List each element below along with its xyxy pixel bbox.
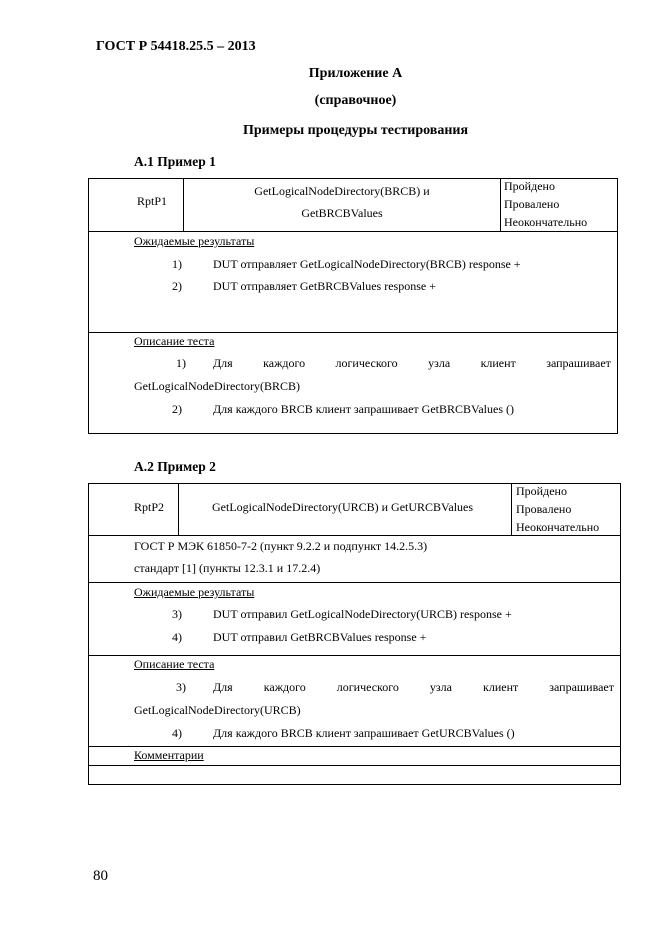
example2-description-label: Описание теста [134,657,215,671]
example2-id: RptP2 [134,500,165,514]
example1-row-divider-2 [88,332,618,333]
example2-reference-2: стандарт [1] (пункты 12.3.1 и 17.2.4) [134,561,321,575]
example1-status-failed: Провалено [504,197,560,211]
word: клиент [483,680,519,694]
standard-header: ГОСТ Р 54418.25.5 – 2013 [96,39,256,54]
example2-desc-1-cont: GetLogicalNodeDirectory(URCB) [134,703,301,717]
example1-expected-label: Ожидаемые результаты [134,234,255,248]
example2-expected-label: Ожидаемые результаты [134,585,255,599]
example2-status-inconclusive: Неокончательно [516,520,600,534]
word: Для [213,356,233,370]
appendix-type: (справочное) [314,93,397,108]
example2-row-divider-4 [88,746,621,747]
word: каждого [263,680,306,694]
word: клиент [480,356,516,370]
example2-col-divider-1 [178,483,179,536]
example2-expected-1-num: 3) [172,607,182,621]
example2-title: А.2 Пример 2 [134,459,216,474]
word: запрашивает [549,680,614,694]
example2-desc-2-num: 4) [172,726,182,740]
appendix-title: Приложение А [308,66,403,81]
word: каждого [263,356,306,370]
example1-expected-1-num: 1) [172,257,182,271]
example1-desc-2-num: 2) [172,402,182,416]
example1-id: RptP1 [137,194,168,208]
example1-desc-1-cont: GetLogicalNodeDirectory(BRCB) [134,379,300,393]
example1-row-divider-1 [88,231,618,232]
example1-expected-1-text: DUT отправляет GetLogicalNodeDirectory(BRCB) response + [213,257,521,271]
example1-service-line1: GetLogicalNodeDirectory(BRCB) и [254,184,430,198]
word: узла [429,680,452,694]
example1-description-label: Описание теста [134,334,215,348]
example2-row-divider-5 [88,765,621,766]
example1-status-passed: Пройдено [504,179,555,193]
example1-col-divider-2 [500,178,501,232]
example1-desc-1-line [213,356,611,371]
example1-title: А.1 Пример 1 [134,154,216,169]
example2-row-divider-2 [88,582,621,583]
example2-row-divider-1 [88,535,621,536]
example2-expected-2-text: DUT отправил GetBRCBValues response + [213,630,427,644]
example1-expected-2-num: 2) [172,279,182,293]
example2-desc-1-num: 3) [176,680,186,694]
example2-row-divider-3 [88,655,621,656]
example1-expected-2-text: DUT отправляет GetBRCBValues response + [213,279,436,293]
example1-desc-2-text: Для каждого BRCB клиент запрашивает GetBRCBValues () [213,402,514,416]
example2-reference-1: ГОСТ Р МЭК 61850-7-2 (пункт 9.2.2 и подпункт 14.2.5.3) [134,539,428,553]
word: запрашивает [546,356,611,370]
example2-status-failed: Провалено [516,502,572,516]
example2-desc-2-text: Для каждого BRCB клиент запрашивает GetURCBValues () [213,726,515,740]
example1-desc-1-num: 1) [176,356,186,370]
example1-status-inconclusive: Неокончательно [504,215,588,229]
example2-comments-label: Комментарии [134,748,204,762]
page-number: 80 [93,868,108,884]
example2-expected-1-text: DUT отправил GetLogicalNodeDirectory(URCB) response + [213,607,512,621]
word: логического [335,356,398,370]
example1-service-line2: GetBRCBValues [301,206,383,220]
word: Для [213,680,233,694]
example2-status-passed: Пройдено [516,484,567,498]
example2-desc-1-line [213,680,614,695]
example2-col-divider-2 [511,483,512,536]
page-heading: Примеры процедуры тестирования [242,123,469,138]
example2-service: GetLogicalNodeDirectory(URCB) и GetURCBValues [212,500,474,514]
word: узла [428,356,451,370]
example2-expected-2-num: 4) [172,630,182,644]
word: логического [336,680,399,694]
